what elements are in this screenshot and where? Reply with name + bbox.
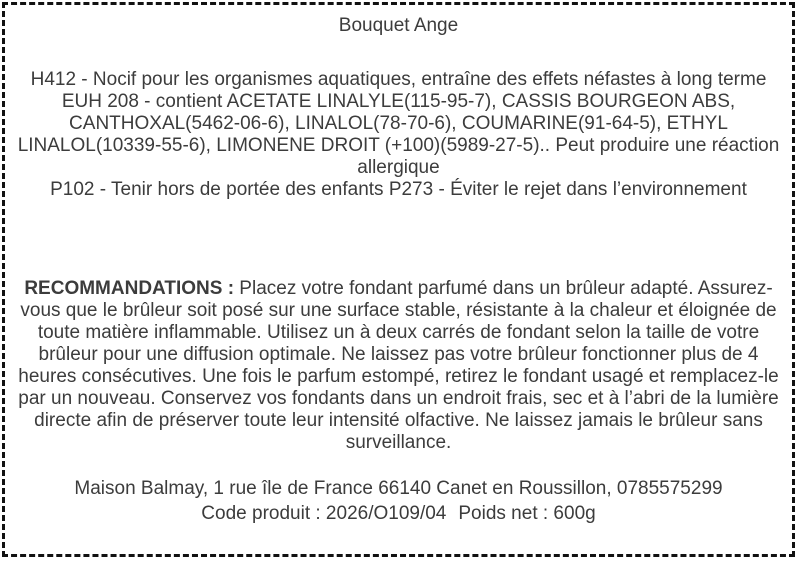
hazard-euh208: EUH 208 - contient ACETATE LINALYLE(115-95-7), CASSIS BOURGEON ABS, CANTHOXAL(5462-06-6), LINALOL(78-70-6), COUMARINE(91-64-5), ETHYL LINALOL(10339-55-6), LIMONENE DROIT (+100)(5989-27-5).. Peut produire une réaction allergique xyxy=(17,91,780,178)
recommendations-text: Placez votre fondant parfumé dans un brûleur adapté. Assurez-vous que le brûleur soit posé sur une surface stable, résistante à la chaleur et éloignée de toute matière inflammable. Utilisez un à deux carrés de fondant selon la taille de votre brûleur pour une diffusion optimale. Ne laissez pas votre brûleur fonctionner plus de 4 heures consécutives. Une fois le parfum estompé, retirez le fondant usagé et remplacez-le par un nouveau. Conservez vos fondants dans un endroit frais, sec et à l’abri de la lumière directe afin de préserver toute leur intensité olfactive. Ne laissez jamais le brûleur sans surveillance. xyxy=(18,278,779,453)
manufacturer-address: Maison Balmay, 1 rue île de France 66140 Canet en Roussillon, 0785575299 xyxy=(74,478,723,499)
product-title: Bouquet Ange xyxy=(338,15,459,36)
product-footer xyxy=(5,503,792,525)
hazard-h412: H412 - Nocif pour les organismes aquatiques, entraîne des effets néfastes à long terme xyxy=(30,69,767,90)
hazard-statements xyxy=(17,69,780,201)
net-weight: Poids net : 600g xyxy=(458,503,596,524)
product-label xyxy=(2,2,795,557)
hazard-p102-p273: P102 - Tenir hors de portée des enfants P273 - Éviter le rejet dans l’environnement xyxy=(50,179,747,200)
recommendations-paragraph xyxy=(13,278,784,454)
product-code: Code produit : 2026/O109/04 xyxy=(201,503,447,524)
recommendations-heading: RECOMMANDATIONS : xyxy=(24,278,235,299)
